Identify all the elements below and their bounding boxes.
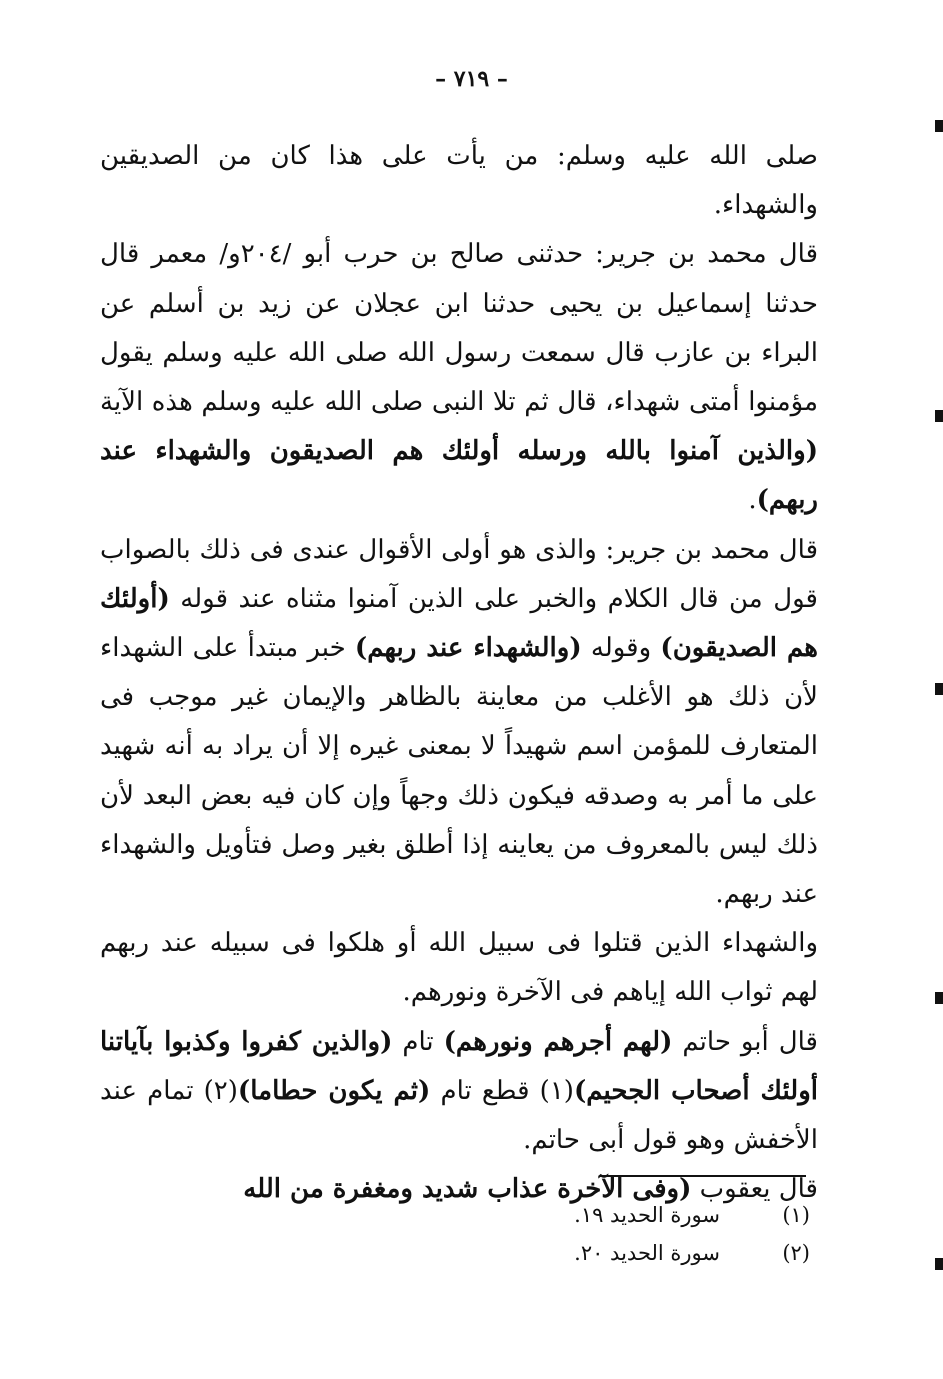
scan-margin-mark — [935, 410, 943, 422]
text-segment: قال محمد بن جرير: حدثنى صالح بن حرب أبو /٢٠٤و/ معمر قال حدثنا إسماعيل بن يحيى حدثنا ابن عجلان عن زيد بن أسلم عن البراء بن عازب قال سمعت رسول الله صلى الله عليه وسلم يقول مؤمنوا أمتى شهداء، قال ثم تلا النبى صلى الله عليه وسلم هذه الآية — [100, 239, 818, 418]
text-segment: قال أبو حاتم — [672, 1026, 818, 1057]
footnote-text: سورة الحديد ٢٠. — [574, 1241, 720, 1265]
footnote-text: سورة الحديد ١٩. — [574, 1203, 720, 1227]
text-segment: تام — [392, 1026, 444, 1057]
paragraph — [100, 1018, 818, 1166]
footnote-number: (١) — [782, 1203, 810, 1227]
text-segment: والشهداء الذين قتلوا فى سبيل الله أو هلكوا فى سبيله عند ربهم لهم ثواب الله إياهم فى الآخرة ونورهم. — [100, 928, 818, 1008]
quran-quote: (لهم أجرهم ونورهم) — [443, 1026, 673, 1057]
scan-margin-mark — [935, 1258, 943, 1270]
footnote-item — [440, 1234, 810, 1272]
footnote-divider — [600, 1175, 806, 1177]
scan-margin-mark — [935, 992, 943, 1004]
text-segment: (٢) تمام عند الأخفش وهو قول أبى حاتم. — [100, 1075, 818, 1156]
main-text — [100, 132, 818, 1214]
footnote-number: (٢) — [782, 1241, 810, 1265]
paragraph — [100, 230, 818, 525]
quran-quote: (والذين آمنوا بالله ورسله أولئك هم الصديقون والشهداء عند ربهم) — [100, 436, 818, 516]
text-segment: (١) قطع تام — [430, 1075, 574, 1106]
text-segment: وقوله — [581, 633, 661, 664]
scan-margin-mark — [935, 683, 943, 695]
text-segment: قال محمد بن جرير: والذى هو أولى الأقوال عندى فى ذلك بالصواب قول من قال الكلام والخبر على الذين آمنوا مثناه عند قوله — [100, 534, 818, 614]
text-segment: . — [748, 485, 757, 516]
paragraph — [100, 526, 818, 920]
footnotes — [440, 1196, 810, 1272]
quran-quote: (ثم يكون حطاما) — [237, 1075, 431, 1106]
quran-quote: (والذين كفروا وكذبوا بآياتنا أولئك أصحاب الجحيم) — [100, 1026, 818, 1106]
text-segment: قال يعقوب — [691, 1174, 818, 1205]
quran-quote: (وفى الآخرة عذاب شديد ومغفرة من الله — [243, 1174, 692, 1205]
paragraph — [100, 919, 818, 1017]
footnote-item — [440, 1196, 810, 1234]
scan-margin-mark — [935, 120, 943, 132]
page-number: – ٧١٩ – — [435, 66, 508, 92]
text-segment: صلى الله عليه وسلم: من يأت على هذا كان من الصديقين والشهداء. — [100, 141, 818, 221]
quran-quote: (أولئك هم الصديقون) — [100, 583, 819, 664]
paragraph — [100, 132, 818, 230]
text-segment: خبر مبتدأ على الشهداء لأن ذلك هو الأغلب من معاينة بالظاهر والإيمان غير موجب فى المتعارف للمؤمن اسم شهيداً لا بمعنى غيره إلا أن يراد به أنه شهيد على ما أمر به وصدقه فيكون ذلك وجهاً وإن كان فيه بعض البعد لأن ذلك ليس بالمعروف من يعاينه إذا أطلق بغير وصل فتأويل والشهداء عند ربهم. — [100, 633, 818, 910]
quran-quote: (والشهداء عند ربهم) — [354, 633, 582, 664]
